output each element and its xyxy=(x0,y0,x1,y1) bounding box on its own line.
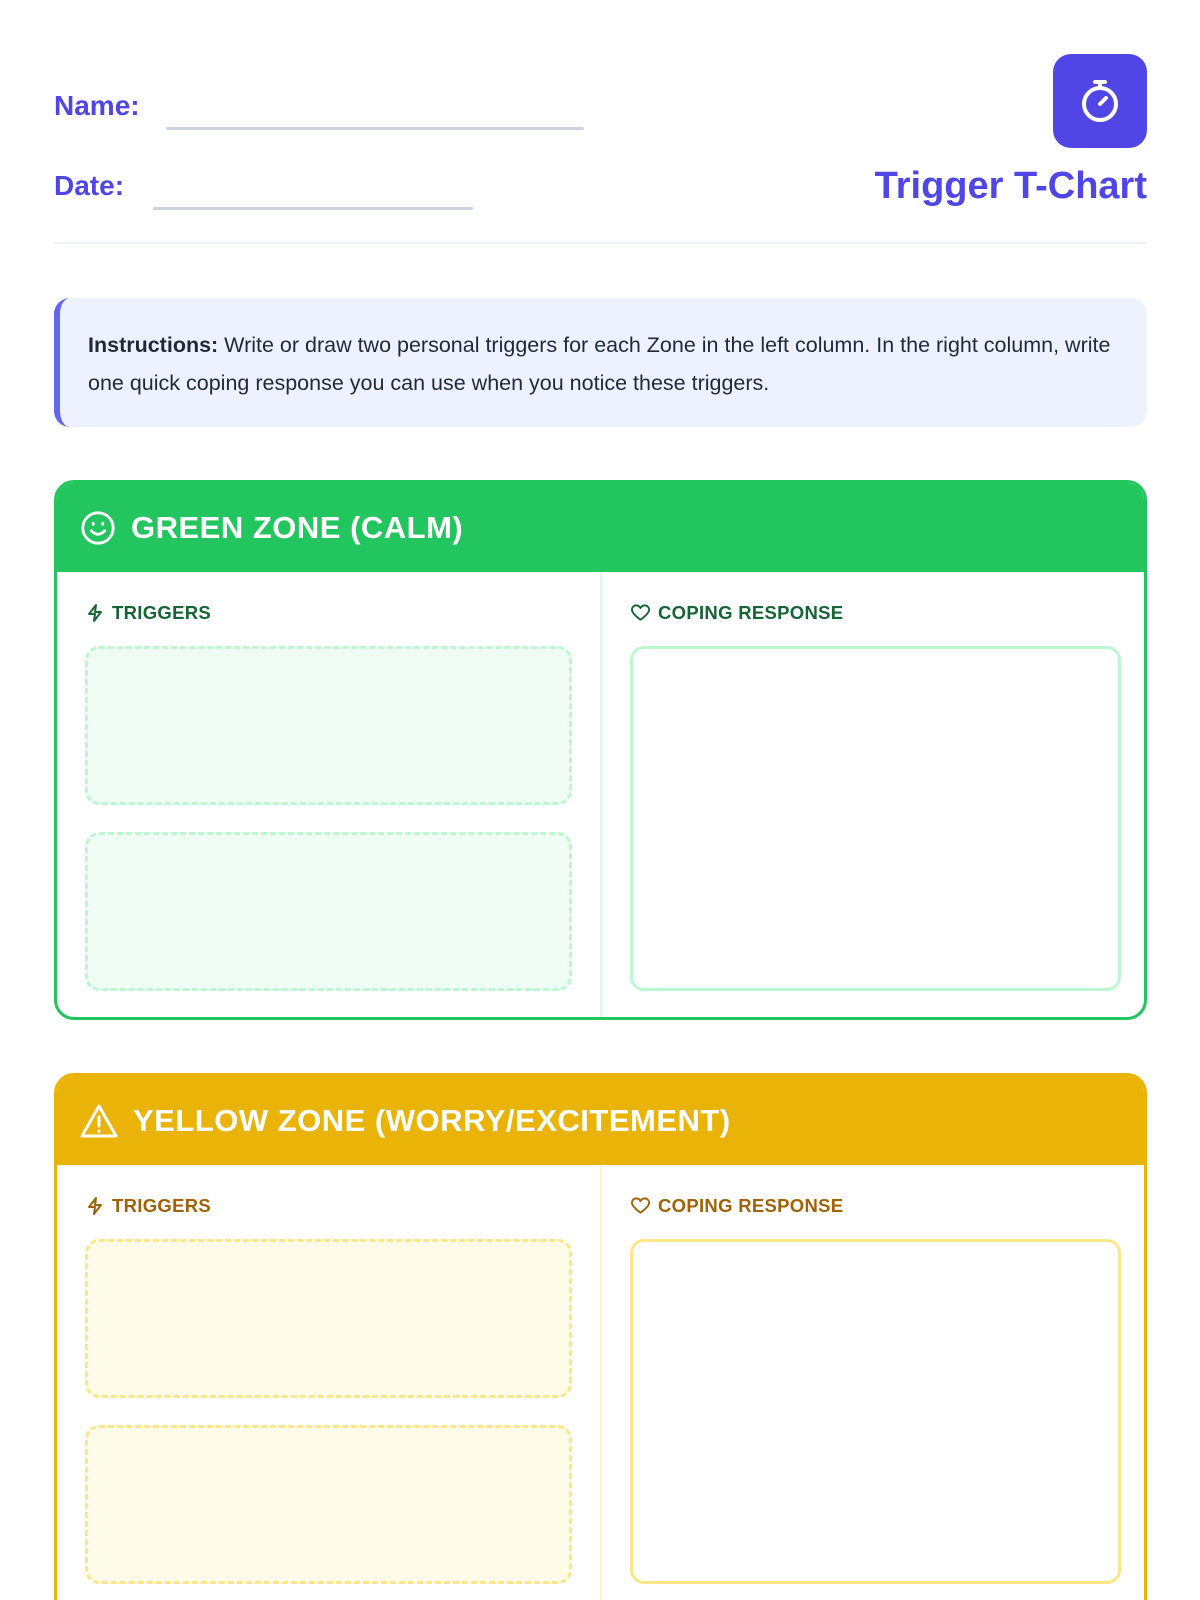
heart-icon xyxy=(630,1196,651,1216)
instructions-box xyxy=(54,298,1147,427)
yellow-zone-body xyxy=(57,1165,1144,1600)
yellow-zone-title: YELLOW ZONE (WORRY/EXCITEMENT) xyxy=(133,1102,731,1138)
worksheet-title: Trigger T-Chart xyxy=(874,165,1147,207)
coping-label-text: COPING RESPONSE xyxy=(658,602,844,623)
green-zone-body xyxy=(57,572,1144,1017)
warning-triangle-icon xyxy=(79,1102,119,1140)
date-field xyxy=(54,172,124,200)
green-zone-title: GREEN ZONE (CALM) xyxy=(131,509,464,545)
name-label: Name: xyxy=(54,90,140,121)
yellow-zone-card xyxy=(54,1073,1147,1600)
coping-response-box[interactable] xyxy=(630,1239,1121,1584)
triggers-label-text: TRIGGERS xyxy=(112,602,212,623)
name-field xyxy=(54,92,140,120)
triggers-label xyxy=(85,602,211,624)
instructions-lead: Instructions: xyxy=(88,333,219,357)
coping-label-text: COPING RESPONSE xyxy=(658,1195,844,1216)
triggers-label-text: TRIGGERS xyxy=(112,1195,212,1216)
smiley-icon xyxy=(79,509,117,547)
lightning-icon xyxy=(85,603,105,623)
name-input-line[interactable] xyxy=(166,127,584,130)
date-label: Date: xyxy=(54,170,125,201)
trigger-box-2[interactable] xyxy=(85,832,572,991)
green-zone-card xyxy=(54,480,1147,1020)
lightning-icon xyxy=(85,1196,105,1216)
date-input-line[interactable] xyxy=(153,207,473,210)
instructions-text: Write or draw two personal triggers for each Zone in the left column. In the right column, write one quick coping response you can use when you notice these triggers. xyxy=(88,333,1111,395)
trigger-box-1[interactable] xyxy=(85,1239,572,1398)
yellow-zone-header xyxy=(57,1076,1144,1165)
coping-label xyxy=(630,602,843,624)
coping-label xyxy=(630,1195,843,1217)
green-zone-header xyxy=(57,483,1144,572)
stopwatch-icon xyxy=(1076,77,1124,125)
trigger-box-1[interactable] xyxy=(85,646,572,805)
timer-badge xyxy=(1053,54,1147,148)
trigger-box-2[interactable] xyxy=(85,1425,572,1584)
worksheet-header xyxy=(54,0,1147,244)
column-divider xyxy=(600,1165,602,1600)
column-divider xyxy=(600,572,602,1017)
coping-response-box[interactable] xyxy=(630,646,1121,991)
triggers-label xyxy=(85,1195,211,1217)
heart-icon xyxy=(630,603,651,623)
